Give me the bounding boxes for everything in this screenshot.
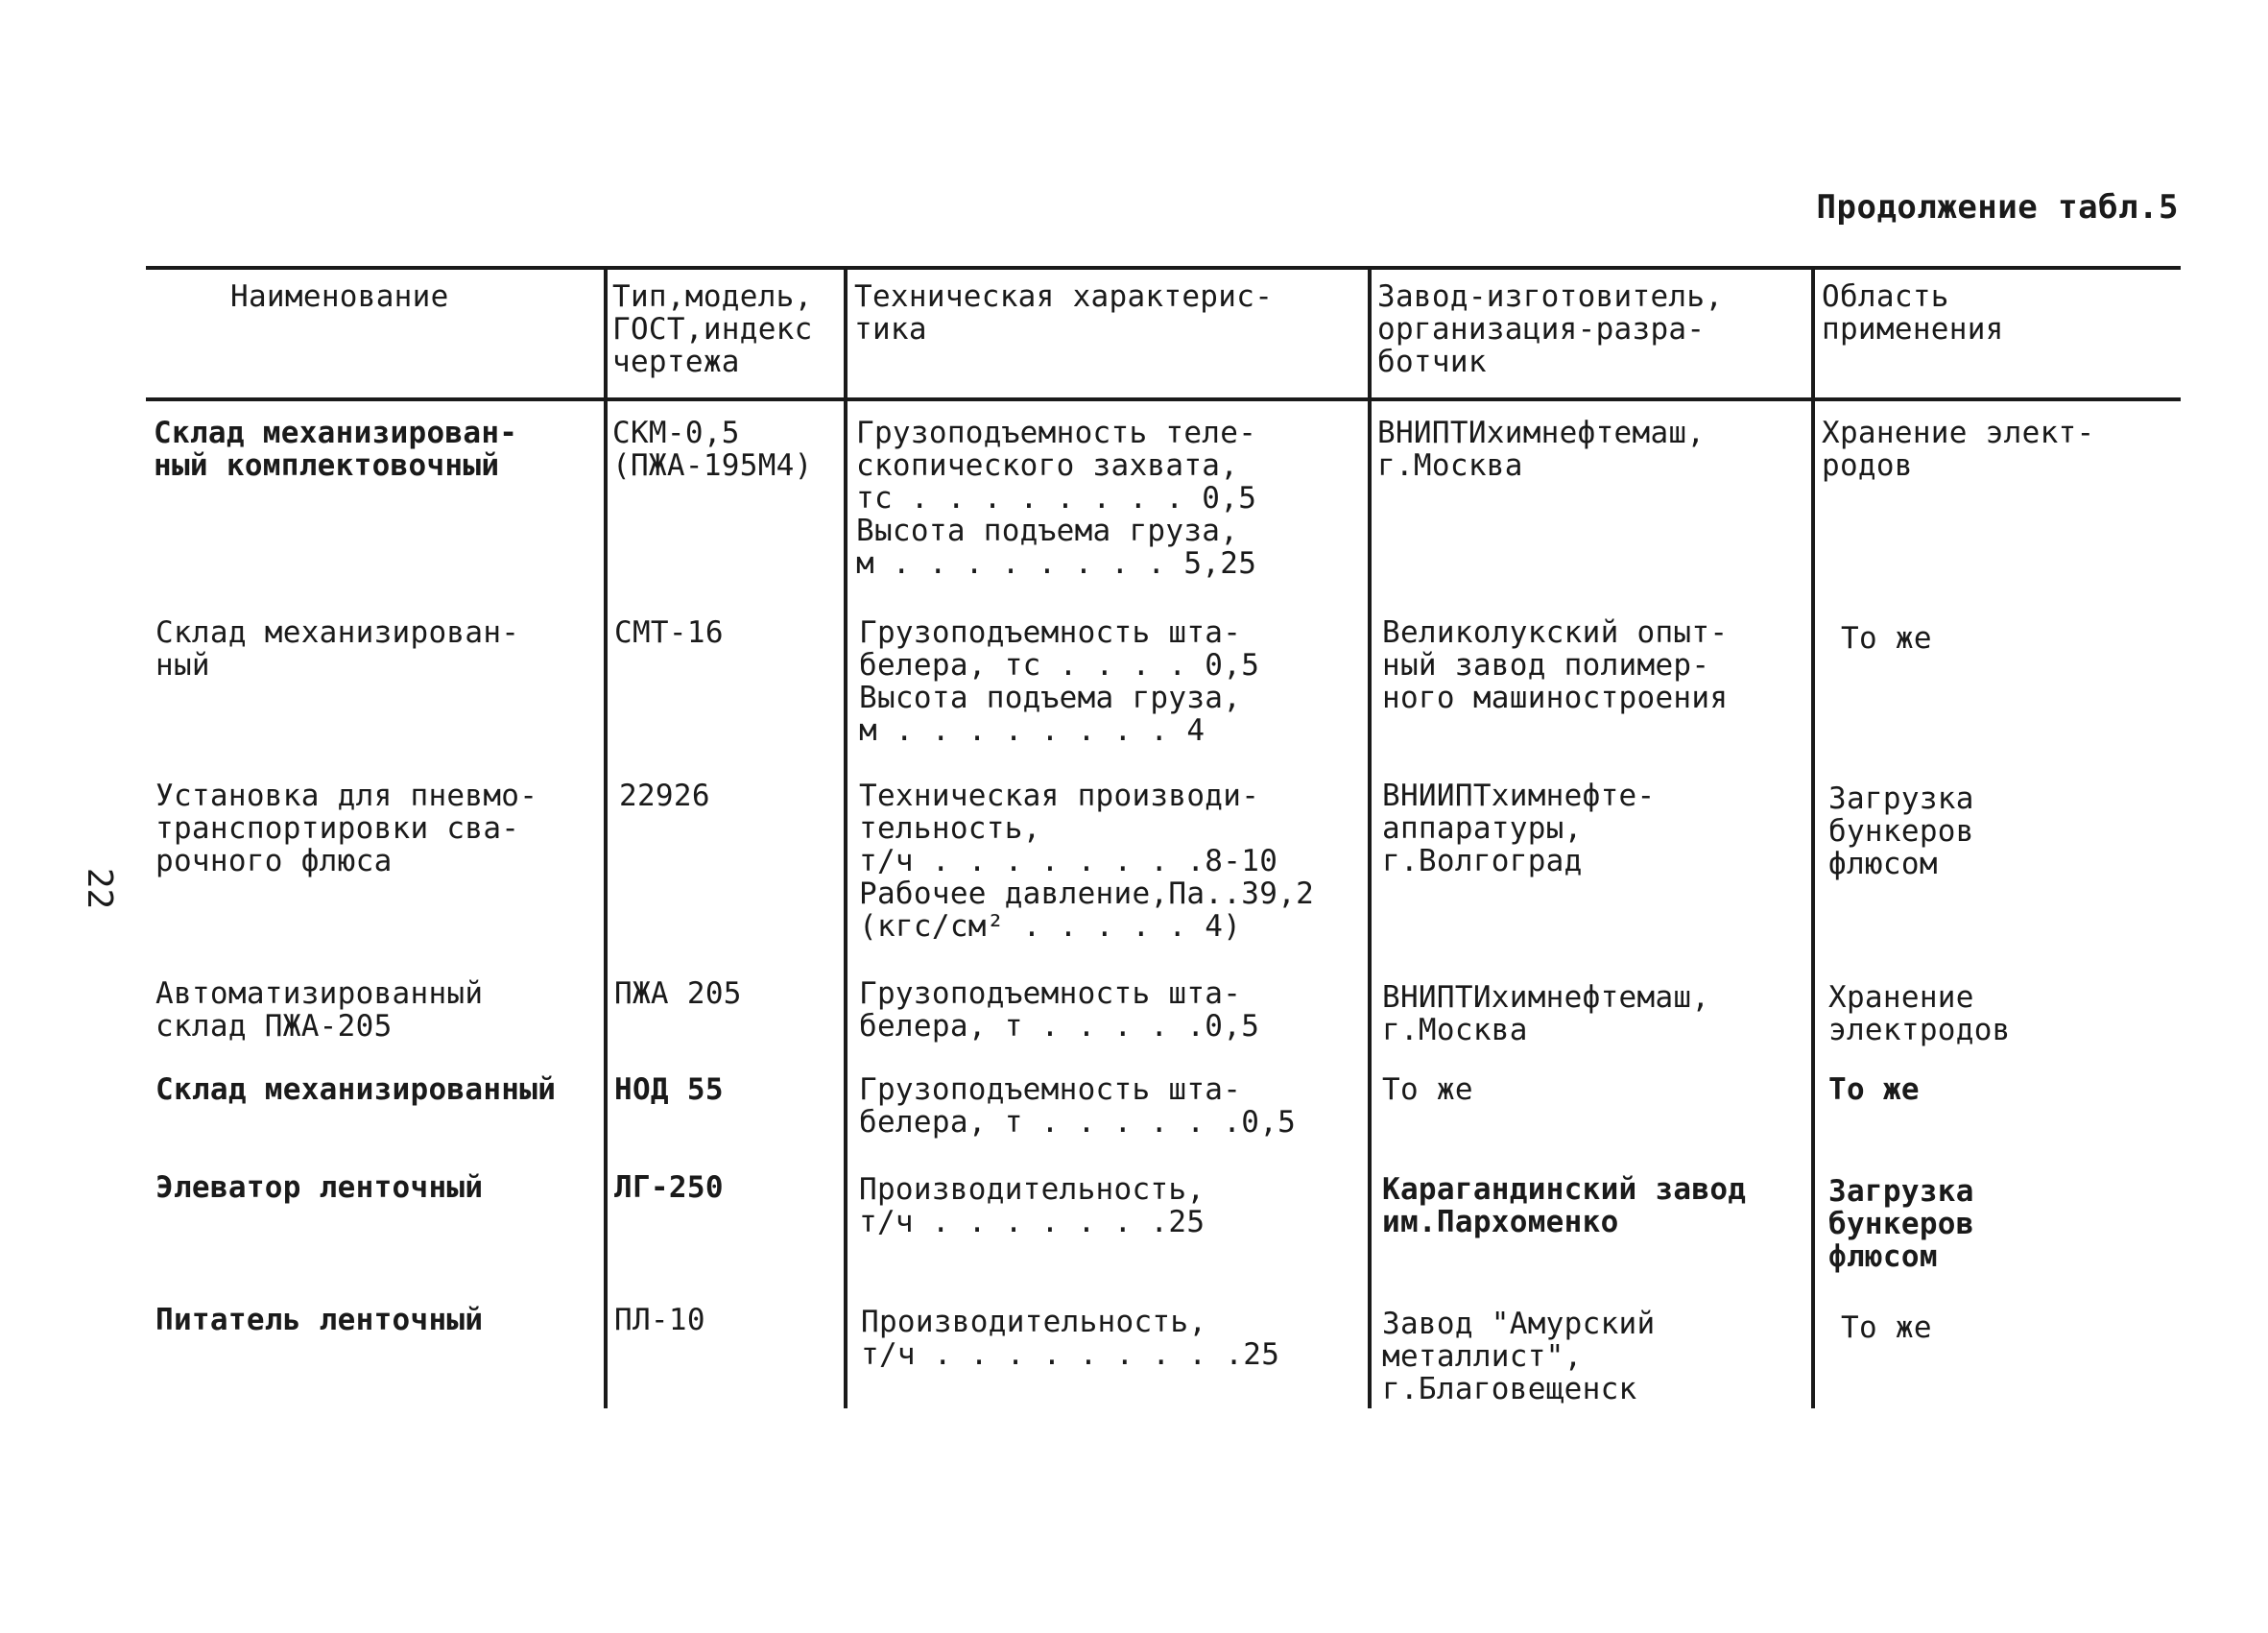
row-3-name: Установка для пневмо- транспортировки сва- рочного флюса (155, 779, 538, 878)
header-maker: Завод-изготовитель, организация-разра- ботчик (1377, 279, 1724, 379)
row-6-spec: Производительность, т/ч . . . . . . .25 (859, 1172, 1206, 1239)
row-3-model: 22926 (619, 779, 710, 813)
header-spec: Техническая характерис- тика (854, 279, 1274, 347)
row-7-maker: Завод "Амурский металлист", г.Благовещенск (1382, 1307, 1656, 1406)
table-header-rule (146, 397, 2181, 401)
column-divider-2 (844, 266, 848, 1408)
row-4-name: Автоматизированный склад ПЖА-205 (155, 976, 484, 1044)
row-5-name: Склад механизированный (155, 1072, 557, 1107)
row-1-spec: Грузоподъемность теле- скопического захвата, тс . . . . . . . . 0,5 Высота подъема груза, м . . . . . . . . 5,25 (856, 416, 1257, 581)
row-2-name: Склад механизирован- ный (155, 615, 520, 683)
row-1-name: Склад механизирован- ный комплектовочный (154, 416, 518, 483)
row-6-model: ЛГ-250 (614, 1170, 724, 1205)
row-1-model: СКМ-0,5 (ПЖА-195М4) (612, 416, 813, 483)
row-5-usage: То же (1828, 1072, 1920, 1107)
row-4-spec: Грузоподъемность шта- белера, т . . . . .0,5 (859, 976, 1260, 1044)
column-divider-3 (1368, 266, 1372, 1408)
page-number: 22 (80, 867, 120, 910)
row-4-model: ПЖА 205 (614, 976, 742, 1011)
row-1-maker: ВНИПТИхимнефтемаш, г.Москва (1377, 416, 1706, 483)
row-2-model: СМТ-16 (614, 615, 724, 650)
row-3-maker: ВНИИПТхимнефте- аппаратуры, г.Волгоград (1382, 779, 1656, 878)
row-7-spec: Производительность, т/ч . . . . . . . . .25 (861, 1305, 1280, 1372)
table-top-rule (146, 266, 2181, 270)
row-7-usage: То же (1841, 1310, 1932, 1345)
row-5-maker: То же (1382, 1072, 1473, 1107)
row-2-maker: Великолукский опыт- ный завод полимер- ного машиностроения (1382, 615, 1729, 715)
row-7-name: Питатель ленточный (155, 1303, 484, 1337)
column-divider-4 (1811, 266, 1815, 1408)
row-3-usage: Загрузка бункеров флюсом (1828, 781, 1974, 881)
row-7-model: ПЛ-10 (614, 1303, 705, 1337)
row-4-usage: Хранение электродов (1828, 980, 2011, 1047)
row-2-usage: То же (1841, 621, 1932, 656)
row-5-model: НОД 55 (614, 1072, 724, 1107)
row-4-maker: ВНИПТИхимнефтемаш, г.Москва (1382, 980, 1710, 1047)
row-6-maker: Карагандинский завод им.Пархоменко (1382, 1172, 1747, 1239)
row-3-spec: Техническая производи- тельность, т/ч . . . . . . . .8-10 Рабочее давление,Па..39,2 (кгс/см² . . . . . 4) (859, 779, 1315, 944)
header-usage: Область применения (1822, 279, 2004, 347)
header-model: Тип,модель, ГОСТ,индекс чертежа (612, 279, 813, 379)
row-6-name: Элеватор ленточный (155, 1170, 484, 1205)
table-caption: Продолжение табл.5 (1816, 188, 2179, 227)
row-6-usage: Загрузка бункеров флюсом (1828, 1174, 1974, 1274)
row-2-spec: Грузоподъемность шта- белера, тс . . . . 0,5 Высота подъема груза, м . . . . . . . . 4 (859, 615, 1260, 748)
row-1-usage: Хранение элект- родов (1822, 416, 2095, 483)
column-divider-1 (604, 266, 608, 1408)
header-name: Наименование (230, 279, 449, 314)
row-5-spec: Грузоподъемность шта- белера, т . . . . . .0,5 (859, 1072, 1297, 1140)
